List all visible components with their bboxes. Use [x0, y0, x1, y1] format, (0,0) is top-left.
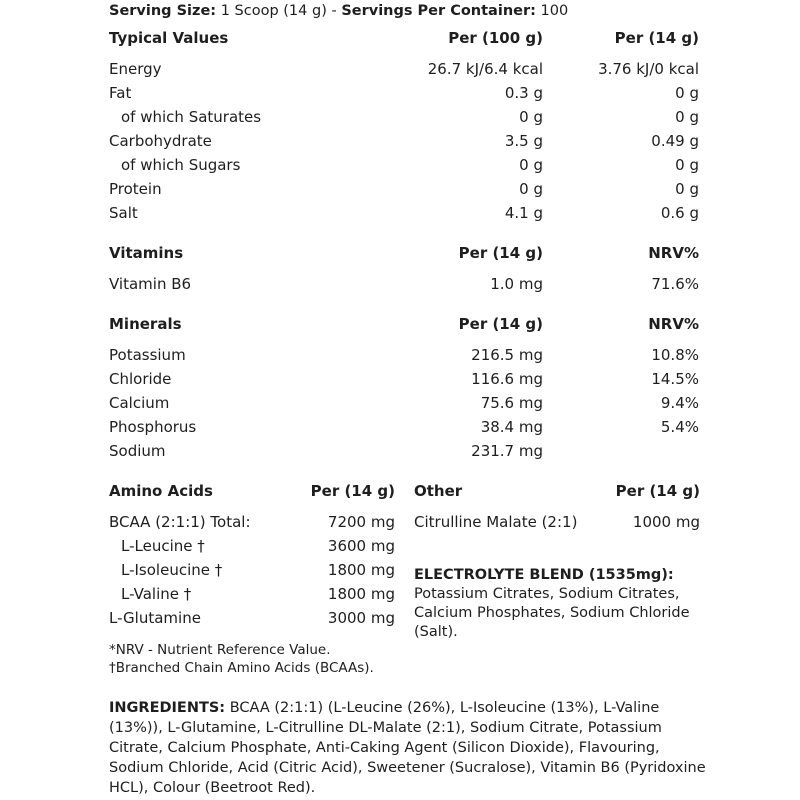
other-per14-heading: Per (14 g)	[615, 482, 700, 500]
mineral-per14: 116.6 mg	[471, 370, 543, 388]
nutrient-per100: 0 g	[519, 180, 543, 198]
mineral-per14: 216.5 mg	[471, 346, 543, 364]
amino-label: L-Leucine †	[121, 537, 205, 555]
amino-acids-heading: Amino Acids	[109, 482, 213, 500]
amino-per14-heading: Per (14 g)	[310, 482, 395, 500]
mineral-row-calcium	[109, 392, 701, 414]
minerals-per14-heading: Per (14 g)	[458, 315, 543, 333]
vitamin-label: Vitamin B6	[109, 275, 192, 293]
nutrient-label: of which Saturates	[121, 108, 262, 126]
mineral-row-chloride	[109, 368, 701, 390]
nutrient-per14: 0 g	[675, 180, 699, 198]
amino-label: BCAA (2:1:1) Total:	[109, 513, 251, 531]
nutrient-row-protein	[109, 178, 701, 200]
footnote-nrv: *NRV - Nutrient Reference Value.	[109, 642, 331, 658]
typical-values-header	[109, 27, 701, 49]
other-table	[414, 480, 700, 540]
mineral-label: Chloride	[109, 370, 172, 388]
mineral-nrv: 5.4%	[660, 418, 699, 436]
mineral-per14: 231.7 mg	[471, 442, 543, 460]
mineral-label: Calcium	[109, 394, 170, 412]
amino-row-bcaa-total	[109, 511, 395, 533]
nutrient-label: Energy	[109, 60, 162, 78]
vitamins-per14-heading: Per (14 g)	[458, 244, 543, 262]
serving-separator: -	[331, 3, 337, 19]
nutrient-per14: 0.6 g	[660, 204, 699, 222]
ingredients-text: BCAA (2:1:1) (L-Leucine (26%), L-Isoleucine (13%), L-Valine (13%)), L-Glutamine, L-Citrulline DL-Malate (2:1), Sodium Citrate, Potassium Citrate, Calcium Phosphate, Anti-Caking Agent (Silicon Dioxide), Flavouring, Sodium Chloride, Acid (Citric Acid), Sweetener (Sucralose), Vitamin B6 (Pyridoxine HCL), Colour (Beetroot Red).	[109, 700, 706, 796]
other-heading: Other	[414, 482, 463, 500]
other-header	[414, 480, 700, 502]
vitamin-per14: 1.0 mg	[490, 275, 543, 293]
electrolyte-blend-title: ELECTROLYTE BLEND (1535mg):	[414, 567, 674, 583]
nutrient-label: Protein	[109, 180, 162, 198]
typical-values-heading: Typical Values	[109, 29, 229, 47]
minerals-heading: Minerals	[109, 315, 182, 333]
serving-size-label: Serving Size:	[109, 3, 217, 19]
nutrient-label: Fat	[109, 84, 132, 102]
nutrient-per100: 26.7 kJ/6.4 kcal	[427, 60, 543, 78]
mineral-per14: 38.4 mg	[480, 418, 543, 436]
amino-label: L-Glutamine	[109, 609, 201, 627]
mineral-nrv: 14.5%	[651, 370, 699, 388]
per-100g-heading: Per (100 g)	[448, 29, 543, 47]
servings-per-container-value: 100	[540, 3, 569, 19]
mineral-nrv: 10.8%	[651, 346, 699, 364]
nutrient-per14: 0.49 g	[651, 132, 699, 150]
nutrient-row-fat	[109, 82, 701, 104]
nutrient-label: Salt	[109, 204, 138, 222]
nutrient-per100: 0.3 g	[504, 84, 543, 102]
nutrient-per100: 3.5 g	[504, 132, 543, 150]
amino-row-glutamine	[109, 607, 395, 629]
servings-per-container-label: Servings Per Container:	[341, 3, 536, 19]
mineral-row-phosphorus	[109, 416, 701, 438]
other-value: 1000 mg	[632, 513, 700, 531]
footnotes	[109, 641, 374, 677]
amino-row-valine	[109, 583, 395, 605]
nutrient-label: of which Sugars	[121, 156, 241, 174]
vitamin-row-b6	[109, 273, 701, 295]
nutrient-row-sugars	[109, 154, 701, 176]
nutrient-per14: 0 g	[675, 108, 699, 126]
amino-value: 3000 mg	[327, 609, 395, 627]
other-row-citrulline	[414, 511, 700, 533]
nutrient-per100: 0 g	[519, 108, 543, 126]
mineral-row-potassium	[109, 344, 701, 366]
amino-label: L-Valine †	[121, 585, 192, 603]
amino-row-leucine	[109, 535, 395, 557]
amino-value: 3600 mg	[327, 537, 395, 555]
vitamins-header	[109, 242, 701, 264]
ingredients-label: INGREDIENTS:	[109, 700, 226, 716]
nutrient-row-energy	[109, 58, 701, 80]
amino-acids-header	[109, 480, 395, 502]
serving-info	[109, 3, 568, 19]
mineral-row-sodium	[109, 440, 701, 462]
nutrient-row-carbohydrate	[109, 130, 701, 152]
amino-value: 7200 mg	[327, 513, 395, 531]
vitamins-heading: Vitamins	[109, 244, 184, 262]
nutrient-row-salt	[109, 202, 701, 224]
other-label: Citrulline Malate (2:1)	[414, 513, 578, 531]
mineral-label: Sodium	[109, 442, 166, 460]
serving-size-value: 1 Scoop (14 g)	[220, 3, 327, 19]
nutrient-per14: 3.76 kJ/0 kcal	[598, 60, 699, 78]
minerals-header	[109, 313, 701, 335]
mineral-label: Potassium	[109, 346, 186, 364]
vitamins-nrv-heading: NRV%	[648, 244, 699, 262]
mineral-nrv: 9.4%	[660, 394, 699, 412]
per-14g-heading: Per (14 g)	[614, 29, 699, 47]
amino-label: L-Isoleucine †	[121, 561, 223, 579]
amino-row-isoleucine	[109, 559, 395, 581]
nutrient-per14: 0 g	[675, 84, 699, 102]
nutrient-per100: 4.1 g	[504, 204, 543, 222]
electrolyte-blend	[414, 566, 704, 642]
amino-acids-table	[109, 480, 395, 650]
ingredients	[109, 698, 709, 798]
amino-value: 1800 mg	[327, 585, 395, 603]
footnote-bcaa: †Branched Chain Amino Acids (BCAAs).	[109, 660, 374, 676]
minerals-nrv-heading: NRV%	[648, 315, 699, 333]
mineral-per14: 75.6 mg	[480, 394, 543, 412]
nutrient-per14: 0 g	[675, 156, 699, 174]
nutrient-row-saturates	[109, 106, 701, 128]
amino-value: 1800 mg	[327, 561, 395, 579]
nutrient-per100: 0 g	[519, 156, 543, 174]
vitamin-nrv: 71.6%	[651, 275, 699, 293]
mineral-label: Phosphorus	[109, 418, 197, 436]
nutrient-label: Carbohydrate	[109, 132, 212, 150]
electrolyte-blend-text: Potassium Citrates, Sodium Citrates, Calcium Phosphates, Sodium Chloride (Salt).	[414, 586, 690, 640]
